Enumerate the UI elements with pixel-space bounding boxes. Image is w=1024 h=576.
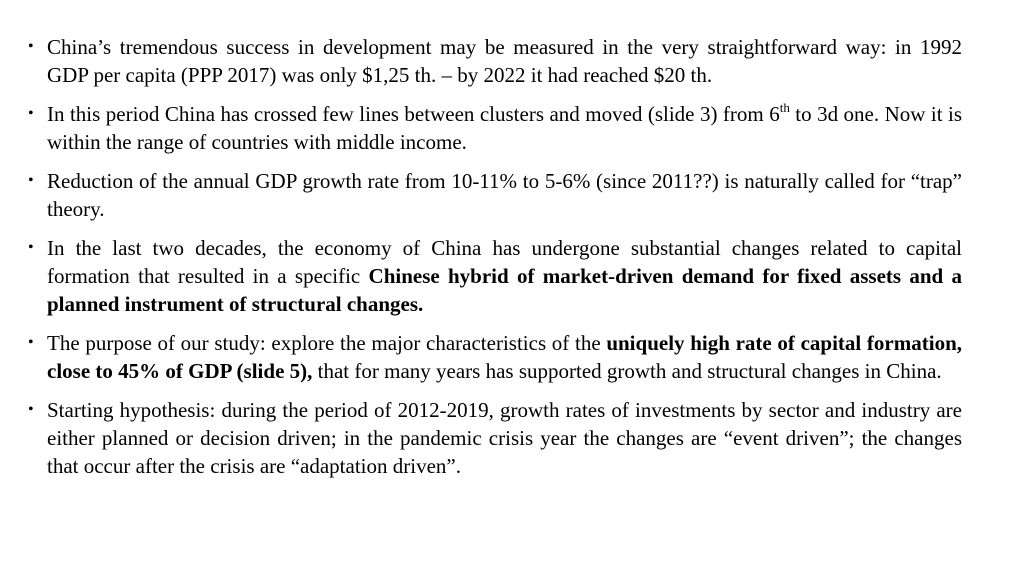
bullet-dot-icon: •: [28, 172, 34, 189]
bullet-text: In this period China has crossed few lines between clusters and moved (slide 3) from 6: [47, 102, 780, 126]
bullet-text: China’s tremendous success in development may be measured in the very straightforward way: in 1992 GDP per capita (PPP 2017) was only $1,25 th. – by 2022 it had reached $20 th.: [47, 35, 962, 87]
bullet-item-clusters: [28, 100, 962, 156]
bullet-item-gdp-success: [28, 33, 962, 89]
bullet-item-capital-formation: [28, 234, 963, 318]
bullet-text-cont: that for many years has supported growth and structural changes in China.: [312, 359, 942, 383]
bullet-dot-icon: •: [28, 38, 34, 55]
bullet-dot-icon: •: [28, 105, 34, 122]
bullet-item-study-purpose: [28, 329, 962, 385]
bullet-item-hypothesis: [28, 396, 962, 480]
bullet-text: Starting hypothesis: during the period of 2012-2019, growth rates of investments by sector and industry are either planned or decision driven; in the pandemic crisis year the changes are “event driven”; the changes that occur after the crisis are “adaptation driven”.: [47, 398, 962, 478]
bullet-dot-icon: •: [28, 239, 34, 256]
superscript-th: th: [779, 100, 790, 115]
bullet-text: In the last two decades, the economy of China has undergone substantial changes related to capital formation that resulted in a specific: [47, 236, 962, 288]
bullet-bold-text: uniquely high rate of capital formation, close to 45% of GDP (slide 5),: [47, 331, 962, 383]
bullet-text-cont: to 3d one. Now it is within the range of countries with middle income.: [47, 102, 962, 154]
bullet-list: [28, 33, 963, 480]
bullet-text: Reduction of the annual GDP growth rate from 10-11% to 5-6% (since 2011??) is naturally called for “trap” theory.: [47, 169, 962, 221]
bullet-text: The purpose of our study: explore the major characteristics of the: [47, 331, 607, 355]
bullet-dot-icon: •: [28, 401, 34, 418]
bullet-bold-text: Chinese hybrid of market-driven demand for fixed assets and a planned instrument of structural changes.: [47, 264, 963, 316]
bullet-dot-icon: •: [28, 334, 34, 351]
bullet-item-growth-rate: [28, 167, 962, 223]
